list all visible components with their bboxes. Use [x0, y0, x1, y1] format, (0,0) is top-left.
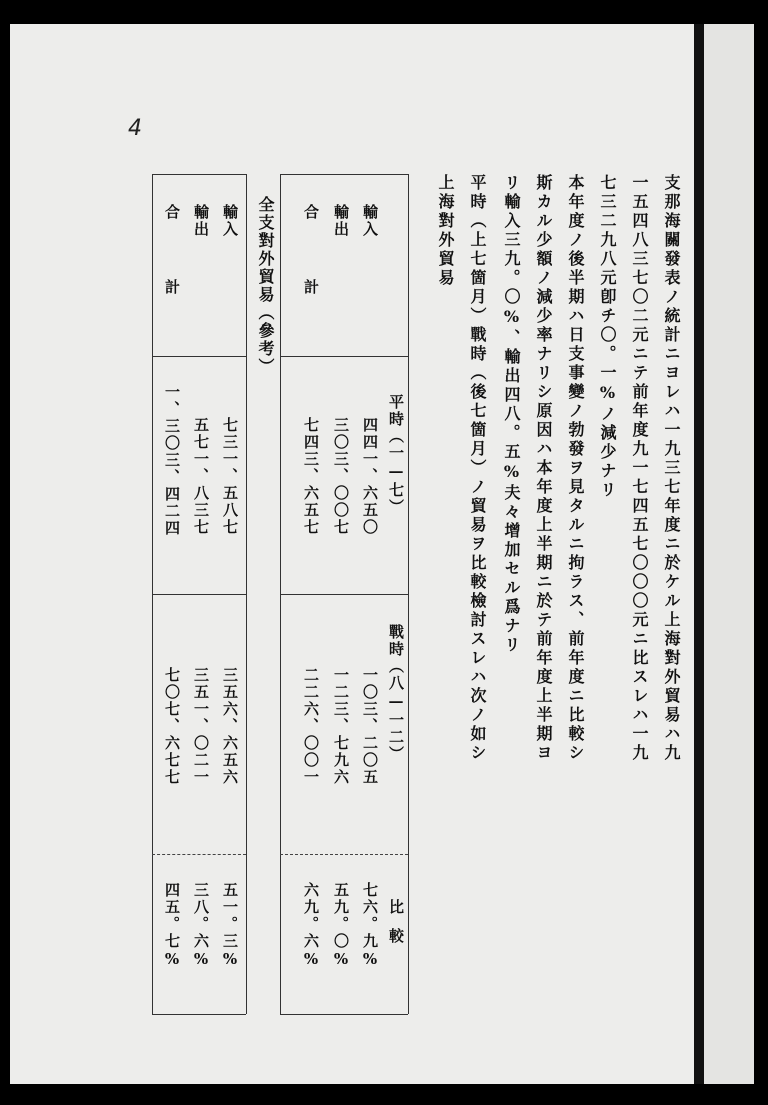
body-line-1: 支那海關發表ノ統計ニヨレハ一九三七年度ニ於ケル上海對外貿易ハ九 — [662, 174, 681, 763]
book-spine — [694, 24, 704, 1084]
body-line-6: リ輸入三九。〇%、輸出四八。五%夫々增加セル爲ナリ — [502, 174, 521, 655]
header-peace: 平時（一—七） — [387, 394, 405, 516]
t2-row-total-war: 七〇七、六七七 — [163, 667, 181, 786]
row-import-peace: 四四一、六五〇 — [361, 417, 379, 536]
row-import-label: 輸入 — [361, 204, 379, 238]
t2-row-import-war: 三五六、六五六 — [221, 667, 239, 786]
t2-row-export-peace: 五七一、八三七 — [192, 417, 210, 536]
t2-row-export-compare: 三八。六% — [192, 882, 210, 970]
t2-row-total-compare: 四五。七% — [163, 882, 181, 970]
row-import-war: 一〇三、二〇五 — [361, 667, 379, 786]
row-export-compare: 五九。〇% — [332, 882, 350, 970]
t2-row-export-label: 輸出 — [192, 204, 210, 238]
body-line-5: 斯カル少額ノ減少率ナリシ原因ハ本年度上半期ニ於テ前年度上半期ヨ — [534, 174, 553, 763]
row-total-peace: 七四三、六五七 — [302, 417, 320, 536]
document-page — [10, 24, 754, 1084]
header-compare: 比較 — [387, 899, 405, 957]
t2-row-import-label: 輸入 — [221, 204, 239, 238]
row-total-compare: 六九。六% — [302, 882, 320, 970]
header-war: 戰時（八—一二） — [387, 624, 405, 763]
body-line-8: 上海對外貿易 — [436, 174, 455, 288]
body-line-3: 七三二九八元卽チ〇。一%ノ減少ナリ — [598, 174, 617, 500]
row-total-label: 合計 — [302, 204, 320, 354]
table2-title: 全支對外貿易（參考） — [256, 196, 275, 376]
body-line-2: 一五四八三七〇二元ニテ前年度九一七四五七〇〇〇元ニ比スレハ一九 — [630, 174, 649, 763]
body-line-7: 平時（上七箇月）戰時（後七箇月）ノ貿易ヲ比較檢討スレハ次ノ如シ — [468, 174, 487, 763]
t2-row-import-compare: 五一。三% — [221, 882, 239, 970]
page-number: 4 — [128, 116, 142, 141]
row-export-war: 一二三、七九六 — [332, 667, 350, 786]
t2-row-import-peace: 七三一、五八七 — [221, 417, 239, 536]
facing-page-edge — [704, 24, 754, 1084]
row-export-peace: 三〇三、〇〇七 — [332, 417, 350, 536]
t2-row-total-peace: 一、三〇三、四二四 — [163, 384, 181, 537]
row-import-compare: 七六。九% — [361, 882, 379, 970]
t2-row-export-war: 三五一、〇二一 — [192, 667, 210, 786]
t2-row-total-label: 合計 — [163, 204, 181, 354]
row-export-label: 輸出 — [332, 204, 350, 238]
body-line-4: 本年度ノ後半期ハ日支事變ノ勃發ヲ見タルニ拘ラス、前年度ニ比較シ — [566, 174, 585, 763]
row-total-war: 二二六、〇〇一 — [302, 667, 320, 786]
